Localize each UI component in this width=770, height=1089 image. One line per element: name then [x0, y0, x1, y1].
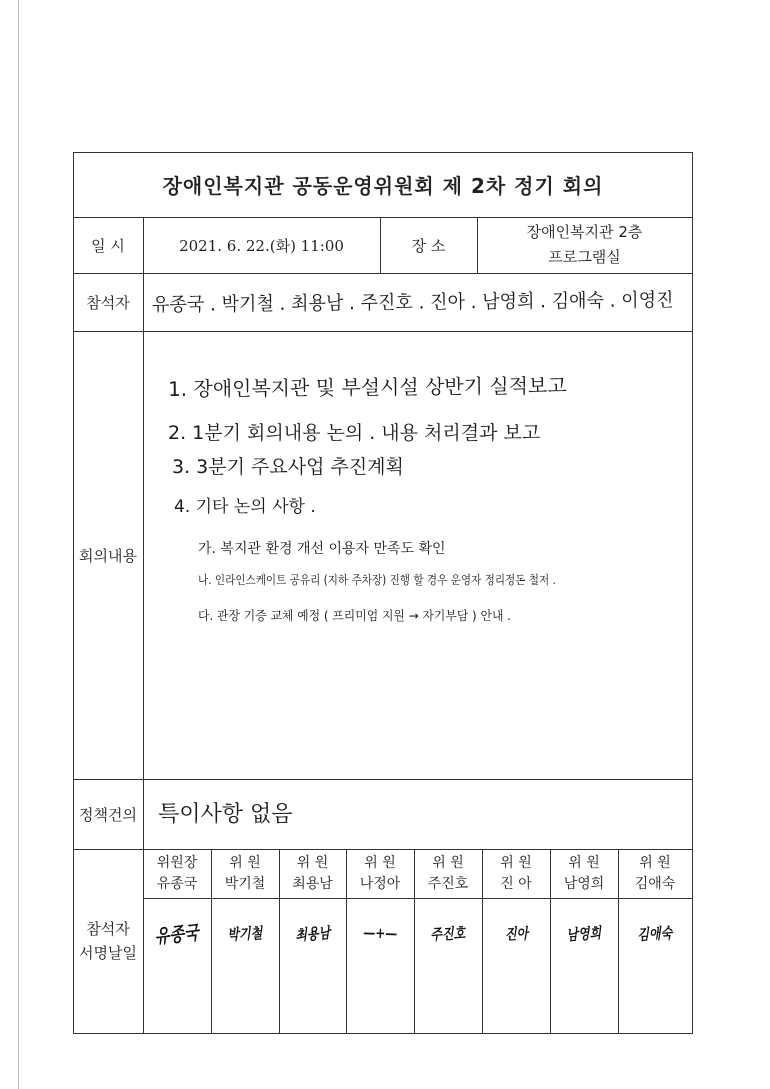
- signature-cell: [550, 898, 618, 968]
- signature-mark: 남영희: [566, 923, 603, 944]
- place-line-1: 장애인복지관 2층: [526, 223, 643, 241]
- signer-header: [346, 849, 414, 898]
- agenda-item-4: 4. 기타 논의 사항 .: [174, 497, 316, 517]
- place-label: 장 소: [411, 236, 446, 255]
- signature-mark: 김애숙: [637, 923, 673, 944]
- agenda-item-1: 1. 장애인복지관 및 부설시설 상반기 실적보고: [167, 373, 567, 401]
- signer-header: [618, 849, 692, 898]
- signer-name: 박기철: [224, 875, 266, 892]
- policy-label: 정책건의: [79, 805, 137, 824]
- signature-mark: —+—: [362, 923, 398, 943]
- signature-cell: [618, 898, 692, 968]
- agenda-sub-b: 나. 인라인스케이트 공유리 (지하 주차장) 진행 할 경우 운영자 정리정돈 철저 .: [198, 573, 556, 587]
- signer-role: 위 원: [432, 854, 464, 871]
- content-label: 회의내용: [79, 546, 137, 565]
- signer-role: 위 원: [296, 854, 329, 871]
- signer-role: 위 원: [500, 854, 532, 871]
- signature-cell: [279, 898, 346, 968]
- signer-header: [550, 849, 618, 898]
- signature-mark: 주진호: [430, 923, 466, 944]
- signer-header: [143, 849, 211, 898]
- attendees-handwritten: 유종국 . 박기철 . 최용남 . 주진호 . 진아 . 남영희 . 김애숙 . 이영진: [151, 289, 674, 316]
- agenda-sub-a: 가. 복지관 환경 개선 이용자 만족도 확인: [198, 541, 446, 557]
- agenda-sub-c: 다. 관장 기증 교체 예정 ( 프리미엄 지원 → 자기부담 ) 안내 .: [198, 608, 511, 623]
- signer-name: 최용남: [292, 875, 333, 892]
- attendees-label: 참석자: [86, 293, 130, 312]
- signer-role: 위원장: [156, 854, 198, 871]
- signature-cell: [346, 898, 414, 968]
- policy-handwritten: 특이사항 없음: [158, 802, 293, 827]
- signer-name: 김애숙: [634, 875, 676, 892]
- datetime-value: 2021. 6. 22.(화) 11:00: [179, 236, 344, 255]
- signature-cell: [211, 898, 279, 968]
- signer-name: 진 아: [500, 875, 532, 892]
- signature-mark: 유종국: [154, 921, 201, 948]
- signer-header: [211, 849, 279, 898]
- signer-name: 유종국: [156, 875, 198, 892]
- signer-role: 위 원: [639, 854, 671, 871]
- place-value: [477, 217, 692, 273]
- signature-cell: [482, 898, 550, 968]
- agenda-item-3: 3. 3분기 주요사업 추진계획: [172, 456, 404, 478]
- signer-name: 주진호: [427, 875, 469, 892]
- signer-role: 위 원: [364, 854, 396, 871]
- signer-role: 위 원: [229, 854, 261, 871]
- signature-cell: [143, 898, 211, 968]
- document-title: 장애인복지관 공동운영위원회 제 2차 정기 회의: [162, 174, 604, 198]
- page-edge-line: [18, 0, 19, 1089]
- signature-label: [73, 849, 143, 1033]
- place-line-2: 프로그램실: [548, 248, 621, 266]
- datetime-label: 일 시: [91, 236, 125, 255]
- signature-mark: 최용남: [294, 923, 331, 944]
- agenda-item-2: 2. 1분기 회의내용 논의 . 내용 처리결과 보고: [168, 422, 541, 444]
- signature-label-line-2: 서명날일: [79, 944, 137, 962]
- signature-label-line-1: 참석자: [86, 920, 130, 938]
- signer-role: 위 원: [568, 854, 600, 871]
- signature-mark: 진아: [504, 924, 528, 943]
- signature-mark: 박기철: [227, 923, 263, 944]
- signature-cell: [414, 898, 482, 968]
- signer-header: [414, 849, 482, 898]
- signer-header: [482, 849, 550, 898]
- signer-name: 남영희: [563, 875, 605, 892]
- signer-header: [279, 849, 346, 898]
- signer-name: 나정아: [359, 875, 401, 892]
